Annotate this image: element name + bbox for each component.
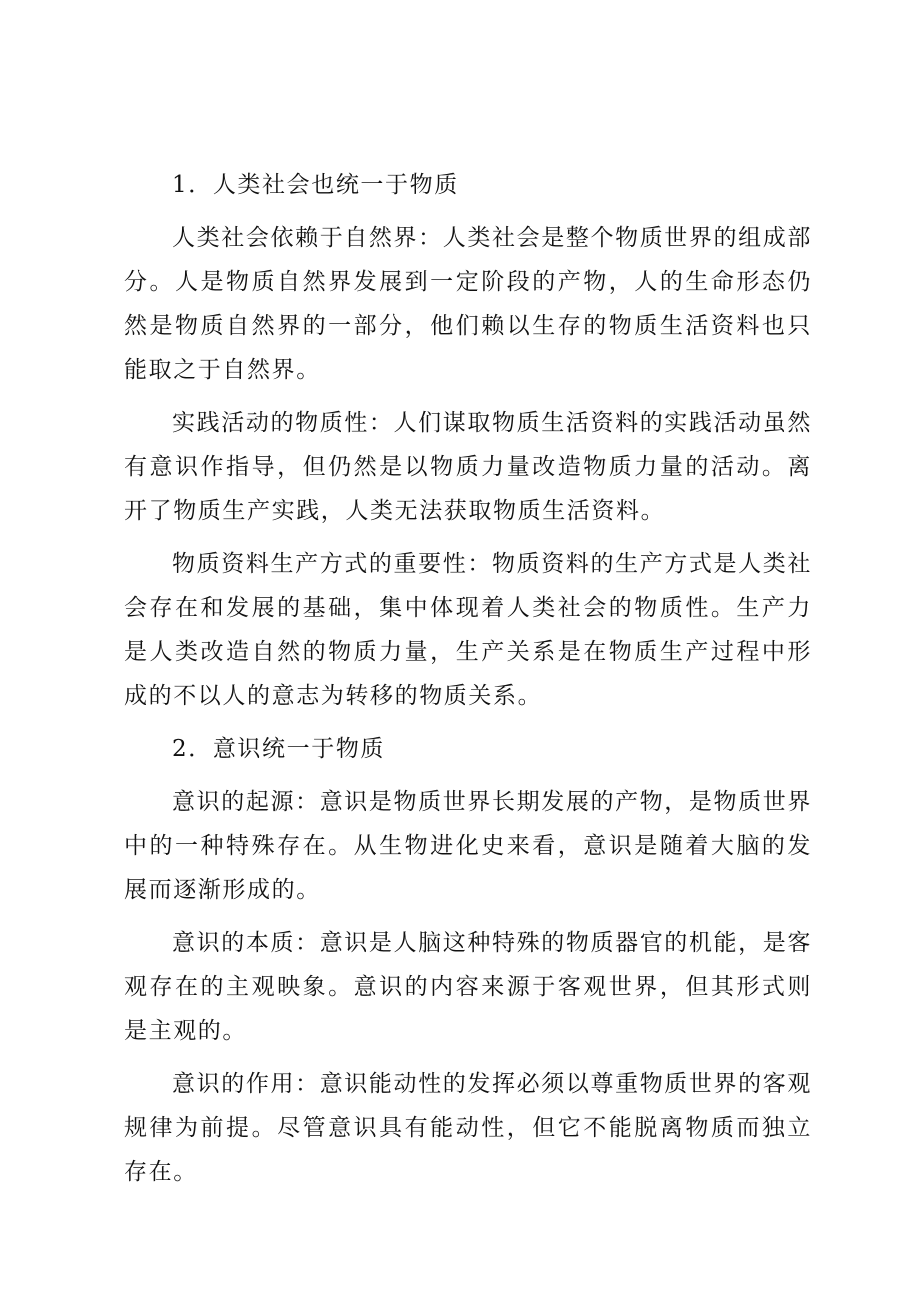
paragraph-consciousness-role: 意识的作用：意识能动性的发挥必须以尊重物质世界的客观规律为前提。尽管意识具有能动性，但它不能脱离物质而独立存在。 xyxy=(124,1071,812,1185)
paragraph-production-mode: 物质资料生产方式的重要性：物质资料的生产方式是人类社会存在和发展的基础，集中体现着人类社会的物质性。生产力是人类改造自然的物质力量，生产关系是在物质生产过程中形成的不以人的意志为转移的物质关系。 xyxy=(124,551,812,709)
paragraph-consciousness-essence: 意识的本质：意识是人脑这种特殊的物质器官的机能，是客观存在的主观映象。意识的内容来源于客观世界，但其形式则是主观的。 xyxy=(124,930,812,1044)
document-body xyxy=(124,163,812,1203)
paragraph-consciousness-origin: 意识的起源：意识是物质世界长期发展的产物，是物质世界中的一种特殊存在。从生物进化史来看，意识是随着大脑的发展而逐渐形成的。 xyxy=(124,789,812,903)
paragraph-society-nature: 人类社会依赖于自然界：人类社会是整个物质世界的组成部分。人是物质自然界发展到一定阶段的产物，人的生命形态仍然是物质自然界的一部分，他们赖以生存的物质生活资料也只能取之于自然界。 xyxy=(124,225,812,383)
section-heading-2: 2．意识统一于物质 xyxy=(172,736,386,762)
paragraph-practice-materiality: 实践活动的物质性：人们谋取物质生活资料的实践活动虽然有意识作指导，但仍然是以物质力量改造物质力量的活动。离开了物质生产实践，人类无法获取物质生活资料。 xyxy=(124,410,812,524)
section-heading-1: 1．人类社会也统一于物质 xyxy=(172,172,459,198)
